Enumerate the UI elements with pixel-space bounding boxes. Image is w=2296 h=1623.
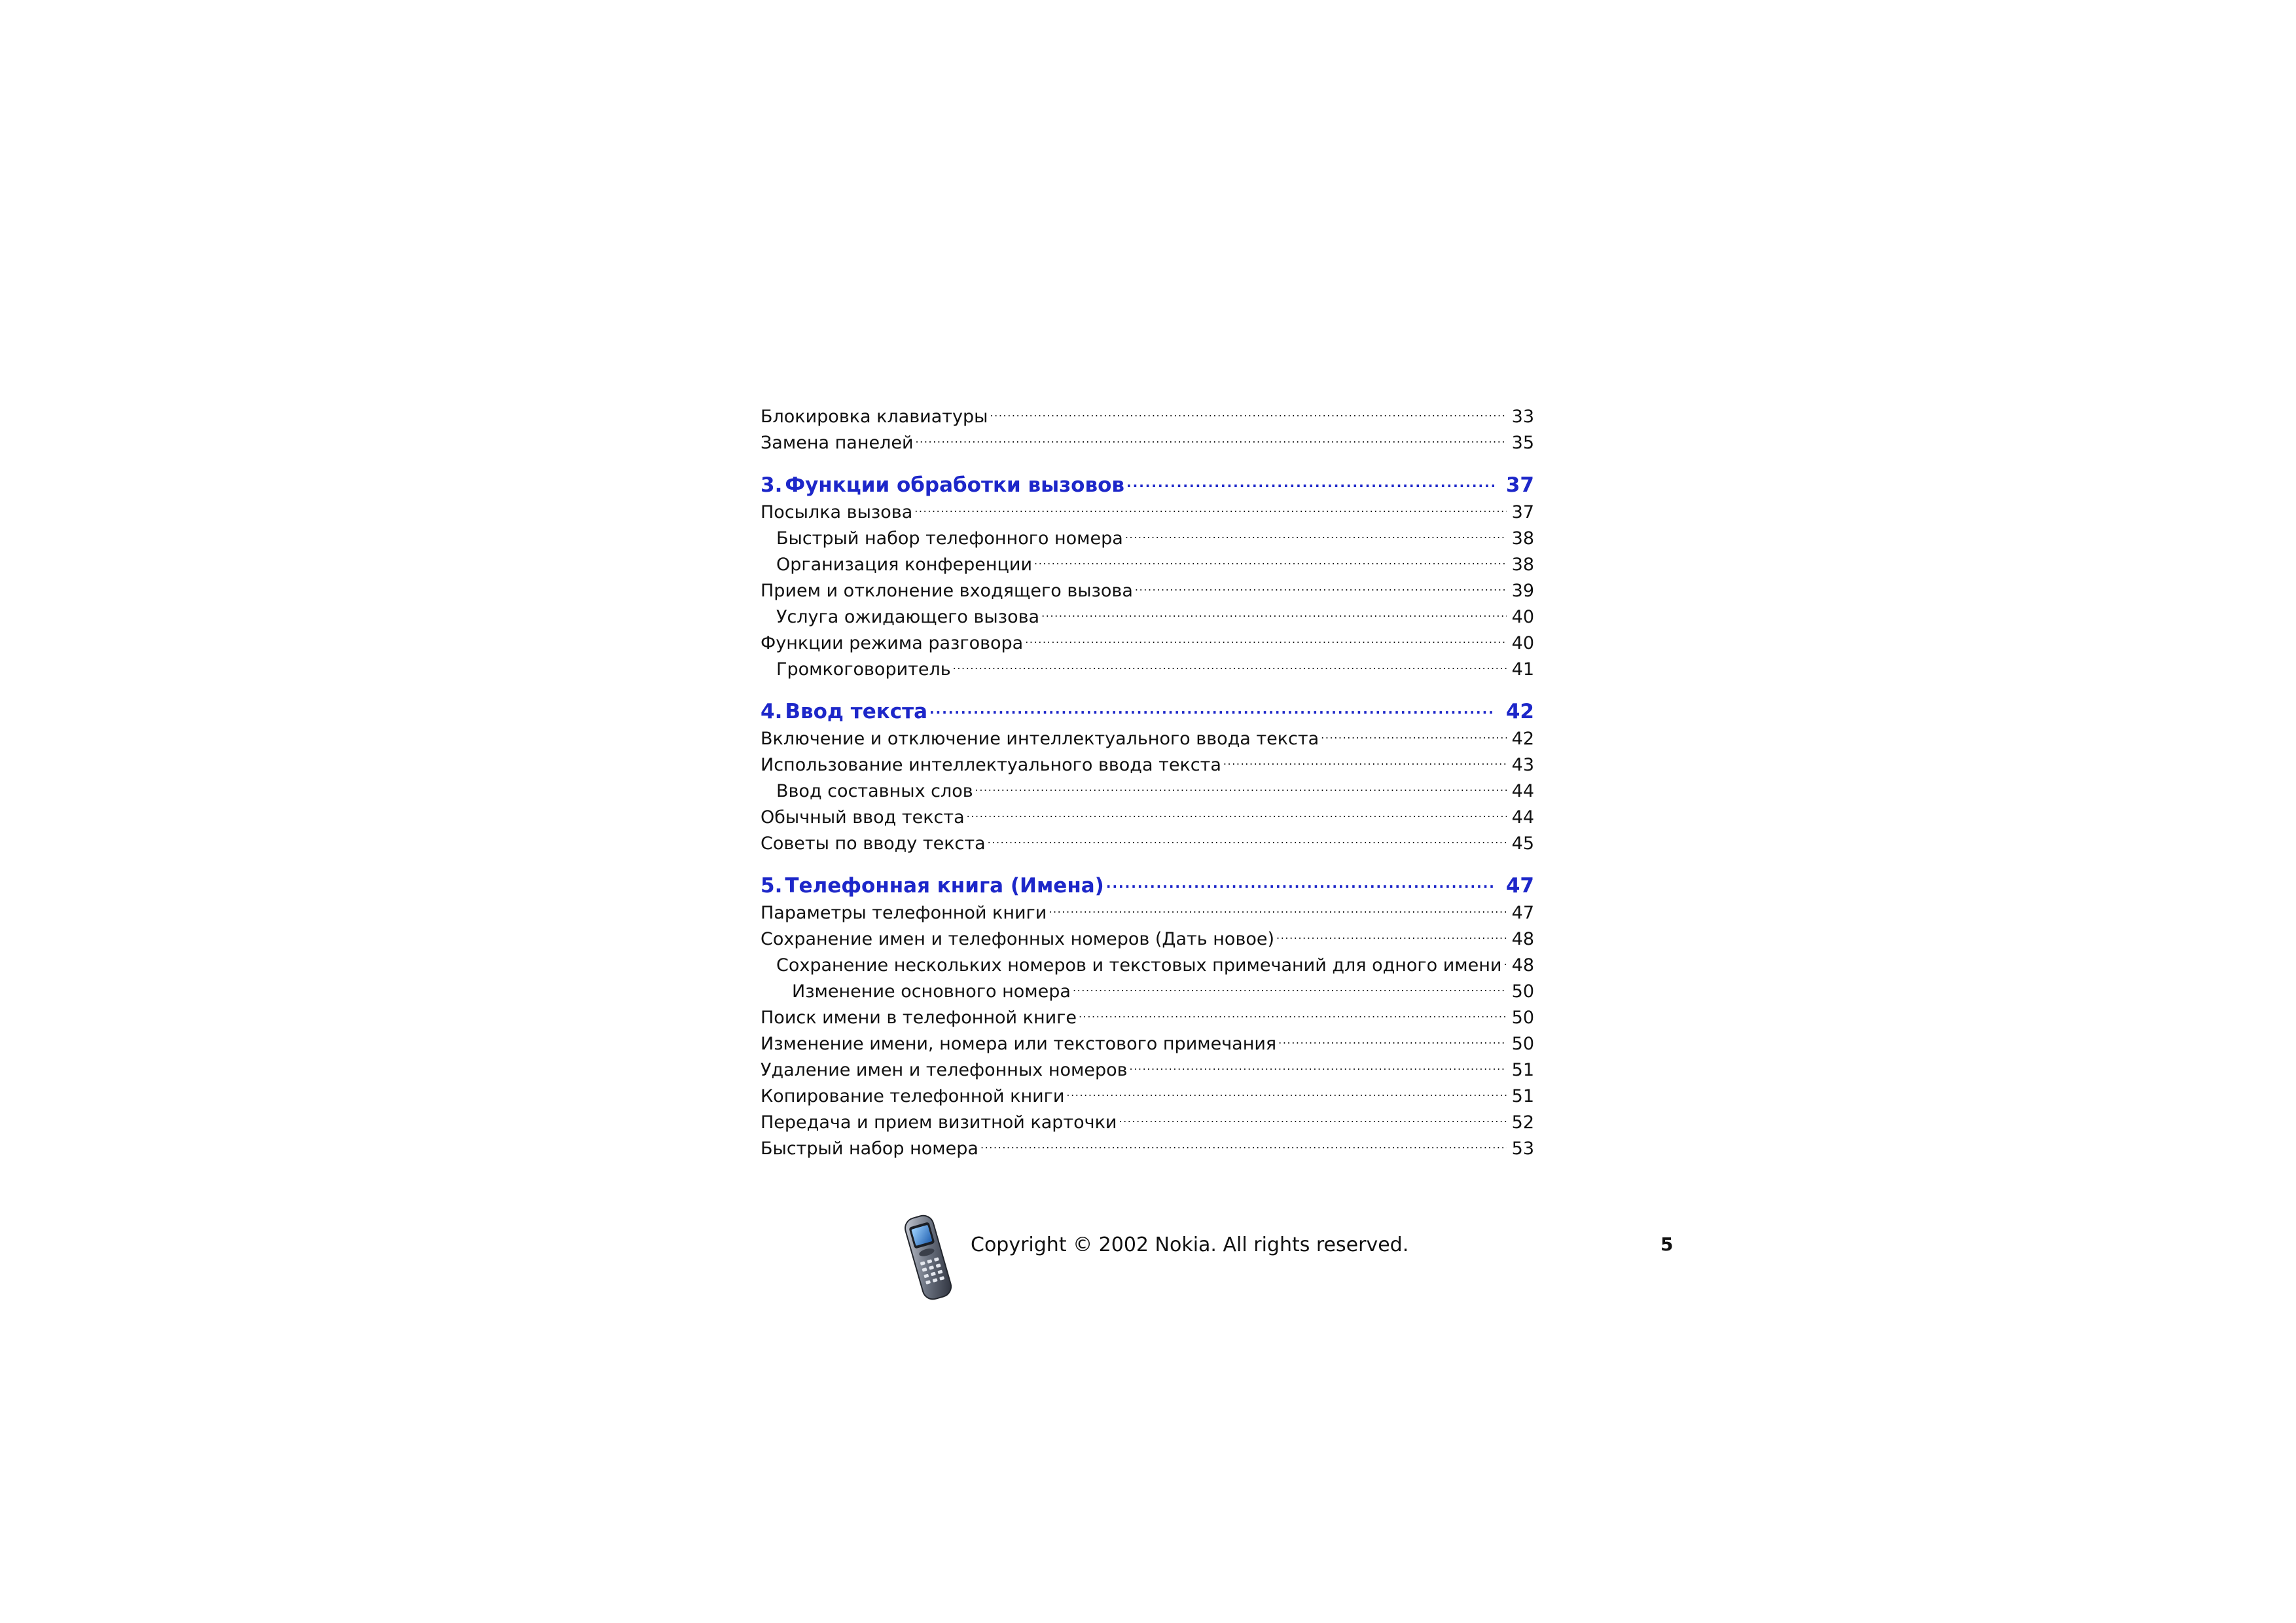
dot-leader bbox=[1079, 1006, 1507, 1023]
toc-entry[interactable] bbox=[761, 831, 1534, 857]
toc-entry-title: Обычный ввод текста bbox=[761, 807, 965, 828]
toc-entry-page: 33 bbox=[1511, 407, 1534, 427]
toc-entry-title: Организация конференции bbox=[776, 555, 1033, 575]
dot-leader bbox=[1278, 1032, 1506, 1049]
toc-entry[interactable] bbox=[761, 726, 1534, 752]
toc-entry-page: 50 bbox=[1511, 981, 1534, 1002]
toc-entry-page: 40 bbox=[1511, 633, 1534, 653]
dot-leader bbox=[1126, 471, 1494, 492]
dot-leader bbox=[1503, 953, 1506, 971]
dot-leader bbox=[967, 805, 1507, 823]
toc-entry-title: Сохранение нескольких номеров и текстовых примечаний для одного имени bbox=[776, 955, 1502, 976]
dot-leader bbox=[953, 657, 1507, 675]
dot-leader bbox=[1106, 872, 1494, 892]
dot-leader bbox=[1034, 553, 1507, 570]
toc-entry[interactable] bbox=[761, 900, 1534, 926]
toc-entry-page: 50 bbox=[1511, 1008, 1534, 1028]
chapter-number: 5. bbox=[761, 874, 783, 898]
toc-entry-title: Замена панелей bbox=[761, 433, 914, 453]
toc-subentry[interactable] bbox=[761, 526, 1534, 552]
toc-entry-title: Сохранение имен и телефонных номеров (Дать новое) bbox=[761, 929, 1275, 949]
chapter-number: 4. bbox=[761, 700, 783, 723]
toc-subentry[interactable] bbox=[761, 778, 1534, 805]
dot-leader bbox=[1049, 901, 1506, 919]
toc-entry-page: 37 bbox=[1511, 502, 1534, 522]
toc-entry-title: Советы по вводу текста bbox=[761, 833, 986, 854]
toc-entry-page: 38 bbox=[1511, 528, 1534, 549]
dot-leader bbox=[1223, 753, 1507, 771]
dot-leader bbox=[980, 1137, 1507, 1154]
toc-entry-page: 38 bbox=[1511, 555, 1534, 575]
chapter-page: 42 bbox=[1505, 700, 1534, 723]
toc-entry-title: Использование интеллектуального ввода текста bbox=[761, 755, 1221, 775]
toc-entry[interactable] bbox=[761, 805, 1534, 831]
dot-leader bbox=[988, 831, 1507, 849]
toc-entry-title: Передача и прием визитной карточки bbox=[761, 1112, 1117, 1133]
toc-entry[interactable] bbox=[761, 430, 1534, 456]
toc-entry-title: Блокировка клавиатуры bbox=[761, 407, 988, 427]
toc-entry-title: Функции режима разговора bbox=[761, 633, 1024, 653]
toc-entry-title: Быстрый набор номера bbox=[761, 1139, 978, 1159]
toc-entry-title: Быстрый набор телефонного номера bbox=[776, 528, 1123, 549]
toc-entry-page: 44 bbox=[1511, 807, 1534, 828]
dot-leader bbox=[1321, 727, 1506, 744]
toc-subentry[interactable] bbox=[761, 657, 1534, 683]
chapter-page: 47 bbox=[1505, 874, 1534, 898]
toc-entry-title: Включение и отключение интеллектуального ввода текста bbox=[761, 729, 1319, 749]
toc-entry-title: Услуга ожидающего вызова bbox=[776, 607, 1040, 627]
toc-entry-page: 53 bbox=[1511, 1139, 1534, 1159]
dot-leader bbox=[1066, 1084, 1506, 1102]
toc-subentry[interactable] bbox=[761, 953, 1534, 979]
toc-chapter-heading[interactable] bbox=[761, 471, 1534, 500]
toc-entry-title: Громкоговоритель bbox=[776, 659, 951, 680]
toc-entry-title: Копирование телефонной книги bbox=[761, 1086, 1065, 1106]
toc-entry-page: 43 bbox=[1511, 755, 1534, 775]
dot-leader bbox=[990, 405, 1506, 422]
toc-entry[interactable] bbox=[761, 1084, 1534, 1110]
toc-entry[interactable] bbox=[761, 1031, 1534, 1057]
chapter-page: 37 bbox=[1505, 473, 1534, 497]
toc-entry[interactable] bbox=[761, 1136, 1534, 1162]
phone-icon bbox=[894, 1211, 965, 1303]
chapter-title: Функции обработки вызовов bbox=[785, 473, 1124, 497]
dot-leader bbox=[914, 500, 1506, 518]
toc-entry-page: 48 bbox=[1511, 955, 1534, 976]
table-of-contents bbox=[761, 404, 1534, 1162]
toc-chapter-heading[interactable] bbox=[761, 697, 1534, 726]
dot-leader bbox=[1073, 979, 1507, 997]
toc-entry[interactable] bbox=[761, 404, 1534, 430]
toc-entry[interactable] bbox=[761, 630, 1534, 657]
chapter-number: 3. bbox=[761, 473, 783, 497]
page-number: 5 bbox=[1660, 1233, 1674, 1255]
toc-entry-page: 44 bbox=[1511, 781, 1534, 801]
toc-entry-title: Посылка вызова bbox=[761, 502, 913, 522]
dot-leader bbox=[1041, 605, 1507, 623]
toc-entry-page: 50 bbox=[1511, 1034, 1534, 1054]
dot-leader bbox=[916, 431, 1507, 448]
toc-entry-page: 35 bbox=[1511, 433, 1534, 453]
chapter-title: Ввод текста bbox=[785, 700, 928, 723]
toc-entry-title: Изменение имени, номера или текстового примечания bbox=[761, 1034, 1277, 1054]
toc-entry-title: Параметры телефонной книги bbox=[761, 903, 1047, 923]
dot-leader bbox=[1119, 1110, 1506, 1128]
toc-subsubentry[interactable] bbox=[761, 979, 1534, 1005]
toc-entry[interactable] bbox=[761, 578, 1534, 604]
dot-leader bbox=[1276, 927, 1507, 945]
toc-entry-title: Поиск имени в телефонной книге bbox=[761, 1008, 1077, 1028]
dot-leader bbox=[1130, 1058, 1507, 1076]
toc-entry-title: Изменение основного номера bbox=[792, 981, 1071, 1002]
chapter-title: Телефонная книга (Имена) bbox=[785, 874, 1104, 898]
toc-entry-page: 45 bbox=[1511, 833, 1534, 854]
toc-entry[interactable] bbox=[761, 1057, 1534, 1084]
toc-chapter-heading[interactable] bbox=[761, 871, 1534, 900]
dot-leader bbox=[1025, 631, 1506, 649]
toc-subentry[interactable] bbox=[761, 604, 1534, 630]
toc-entry-title: Удаление имен и телефонных номеров bbox=[761, 1060, 1128, 1080]
toc-entry-page: 52 bbox=[1511, 1112, 1534, 1133]
toc-subentry[interactable] bbox=[761, 552, 1534, 578]
toc-entry[interactable] bbox=[761, 752, 1534, 778]
toc-entry-title: Ввод составных слов bbox=[776, 781, 973, 801]
toc-entry-page: 42 bbox=[1511, 729, 1534, 749]
toc-entry-page: 39 bbox=[1511, 581, 1534, 601]
toc-entry-page: 51 bbox=[1511, 1086, 1534, 1106]
dot-leader bbox=[975, 779, 1507, 797]
toc-entry[interactable] bbox=[761, 926, 1534, 953]
toc-entry-page: 40 bbox=[1511, 607, 1534, 627]
dot-leader bbox=[929, 698, 1494, 718]
toc-entry-page: 47 bbox=[1511, 903, 1534, 923]
toc-entry[interactable] bbox=[761, 500, 1534, 526]
toc-entry[interactable] bbox=[761, 1005, 1534, 1031]
copyright-text: Copyright © 2002 Nokia. All rights reserved. bbox=[971, 1233, 1409, 1256]
toc-entry[interactable] bbox=[761, 1110, 1534, 1136]
dot-leader bbox=[1135, 579, 1507, 596]
toc-entry-page: 51 bbox=[1511, 1060, 1534, 1080]
toc-entry-page: 41 bbox=[1511, 659, 1534, 680]
toc-entry-title: Прием и отклонение входящего вызова bbox=[761, 581, 1133, 601]
toc-entry-page: 48 bbox=[1511, 929, 1534, 949]
dot-leader bbox=[1125, 526, 1507, 544]
